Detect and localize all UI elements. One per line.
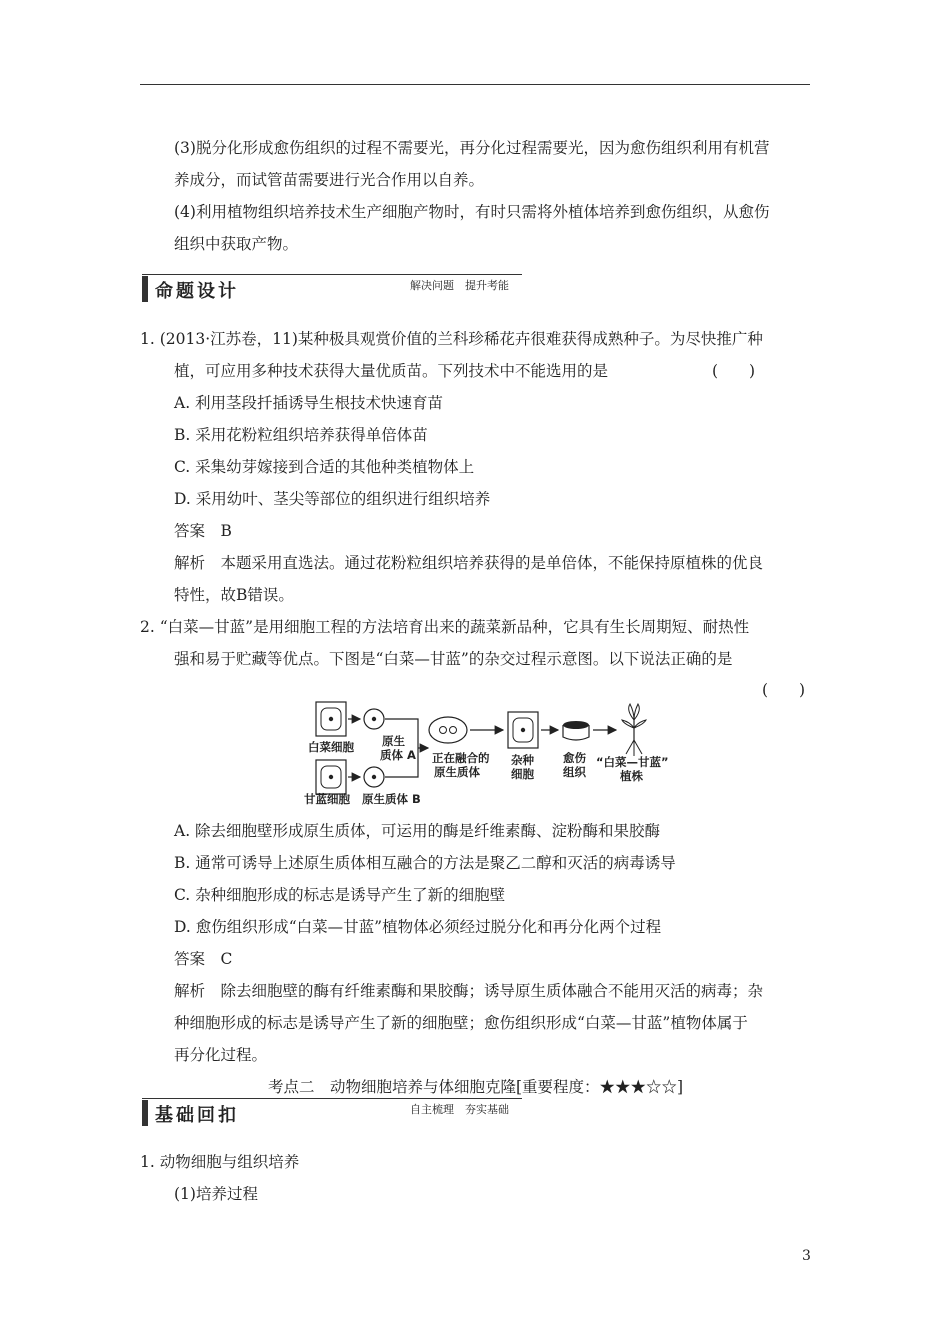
question-1-line: 植，可应用多种技术获得大量优质苗。下列技术中不能选用的是 — [174, 362, 609, 380]
topic-heading: 考点二 动物细胞培养与体细胞克隆[重要程度：★★★☆☆] — [268, 1078, 684, 1096]
hybrid-cell-icon — [508, 712, 538, 748]
label-cabbage-cell: 白菜细胞 — [308, 740, 354, 754]
section-bar — [142, 276, 148, 302]
header-rule — [140, 84, 810, 85]
section-header-design — [142, 274, 522, 304]
answer-bracket: ( ) — [712, 362, 756, 380]
paragraph-line: 养成分，而试管苗需要进行光合作用以自养。 — [174, 171, 485, 189]
label-hybrid-cell: 杂种 — [511, 753, 534, 767]
label-protoplast-b: 原生质体 B — [362, 792, 421, 806]
option-d: D. 采用幼叶、茎尖等部位的组织进行组织培养 — [174, 490, 491, 508]
callus-icon — [563, 721, 589, 740]
list-item: (1)培养过程 — [174, 1185, 258, 1203]
section-title: 基础回扣 — [155, 1105, 239, 1126]
label-protoplast-a: 质体 A — [380, 748, 416, 762]
label-kale-cell: 甘蓝细胞 — [304, 792, 350, 806]
label-callus: 愈伤 — [563, 751, 586, 765]
option-d: D. 愈伤组织形成“白菜—甘蓝”植物体必须经过脱分化和再分化两个过程 — [174, 918, 662, 936]
question-2-line: 2. “白菜—甘蓝”是用细胞工程的方法培育出来的蔬菜新品种，它具有生长周期短、耐热性 — [140, 618, 750, 636]
protoplast-b-icon — [364, 767, 384, 787]
explanation-line: 解析 除去细胞壁的酶有纤维素酶和果胶酶；诱导原生质体融合不能用灭活的病毒；杂 — [174, 982, 764, 1000]
option-a: A. 利用茎段扦插诱导生根技术快速育苗 — [174, 394, 444, 412]
answer: 答案 C — [174, 950, 233, 968]
answer: 答案 B — [174, 522, 232, 540]
section-subtitle: 解决问题 提升考能 — [410, 279, 509, 292]
option-b: B. 采用花粉粒组织培养获得单倍体苗 — [174, 426, 428, 444]
label-plant: “白菜—甘蓝” — [596, 755, 669, 769]
cabbage-cell-icon — [316, 702, 346, 736]
label-plant: 植株 — [620, 769, 643, 783]
option-a: A. 除去细胞壁形成原生质体，可运用的酶是纤维素酶、淀粉酶和果胶酶 — [174, 822, 661, 840]
paragraph-line: (3)脱分化形成愈伤组织的过程不需要光，再分化过程需要光，因为愈伤组织利用有机营 — [174, 139, 770, 157]
label-callus: 组织 — [563, 765, 586, 779]
page-number: 3 — [802, 1248, 811, 1264]
option-b: B. 通常可诱导上述原生质体相互融合的方法是聚乙二醇和灭活的病毒诱导 — [174, 854, 676, 872]
answer-bracket: ( ) — [762, 681, 806, 699]
kale-cell-icon — [316, 760, 346, 794]
section-rule — [142, 1098, 522, 1099]
section-bar — [142, 1100, 148, 1126]
protoplast-a-icon — [364, 709, 384, 729]
paragraph-line: 组织中获取产物。 — [174, 235, 299, 253]
question-2-line: 强和易于贮藏等优点。下图是“白菜—甘蓝”的杂交过程示意图。以下说法正确的是 — [174, 650, 733, 668]
label-hybrid-cell: 细胞 — [511, 767, 534, 781]
explanation-line: 特性，故B错误。 — [174, 586, 294, 604]
section-subtitle: 自主梳理 夯实基础 — [410, 1103, 509, 1116]
option-c: C. 采集幼芽嫁接到合适的其他种类植物体上 — [174, 458, 475, 476]
label-fusing-protoplast: 原生质体 — [434, 765, 480, 779]
label-fusing-protoplast: 正在融合的 — [432, 751, 490, 765]
explanation-line: 再分化过程。 — [174, 1046, 268, 1064]
section-rule — [142, 274, 522, 275]
explanation-line: 解析 本题采用直选法。通过花粉粒组织培养获得的是单倍体，不能保持原植株的优良 — [174, 554, 764, 572]
paragraph-line: (4)利用植物组织培养技术生产细胞产物时，有时只需将外植体培养到愈伤组织，从愈伤 — [174, 203, 770, 221]
plant-icon — [622, 704, 646, 756]
hybridization-diagram — [300, 698, 720, 806]
question-1-line: 1. (2013·江苏卷，11)某种极具观赏价值的兰科珍稀花卉很难获得成熟种子。为尽快推广种 — [140, 330, 763, 348]
list-item: 1. 动物细胞与组织培养 — [140, 1153, 300, 1171]
fusing-protoplast-icon — [429, 717, 467, 743]
section-header-basics — [142, 1098, 522, 1128]
option-c: C. 杂种细胞形成的标志是诱导产生了新的细胞壁 — [174, 886, 506, 904]
label-protoplast-a: 原生 — [382, 734, 405, 748]
explanation-line: 种细胞形成的标志是诱导产生了新的细胞壁；愈伤组织形成“白菜—甘蓝”植物体属于 — [174, 1014, 748, 1032]
section-title: 命题设计 — [155, 281, 239, 302]
